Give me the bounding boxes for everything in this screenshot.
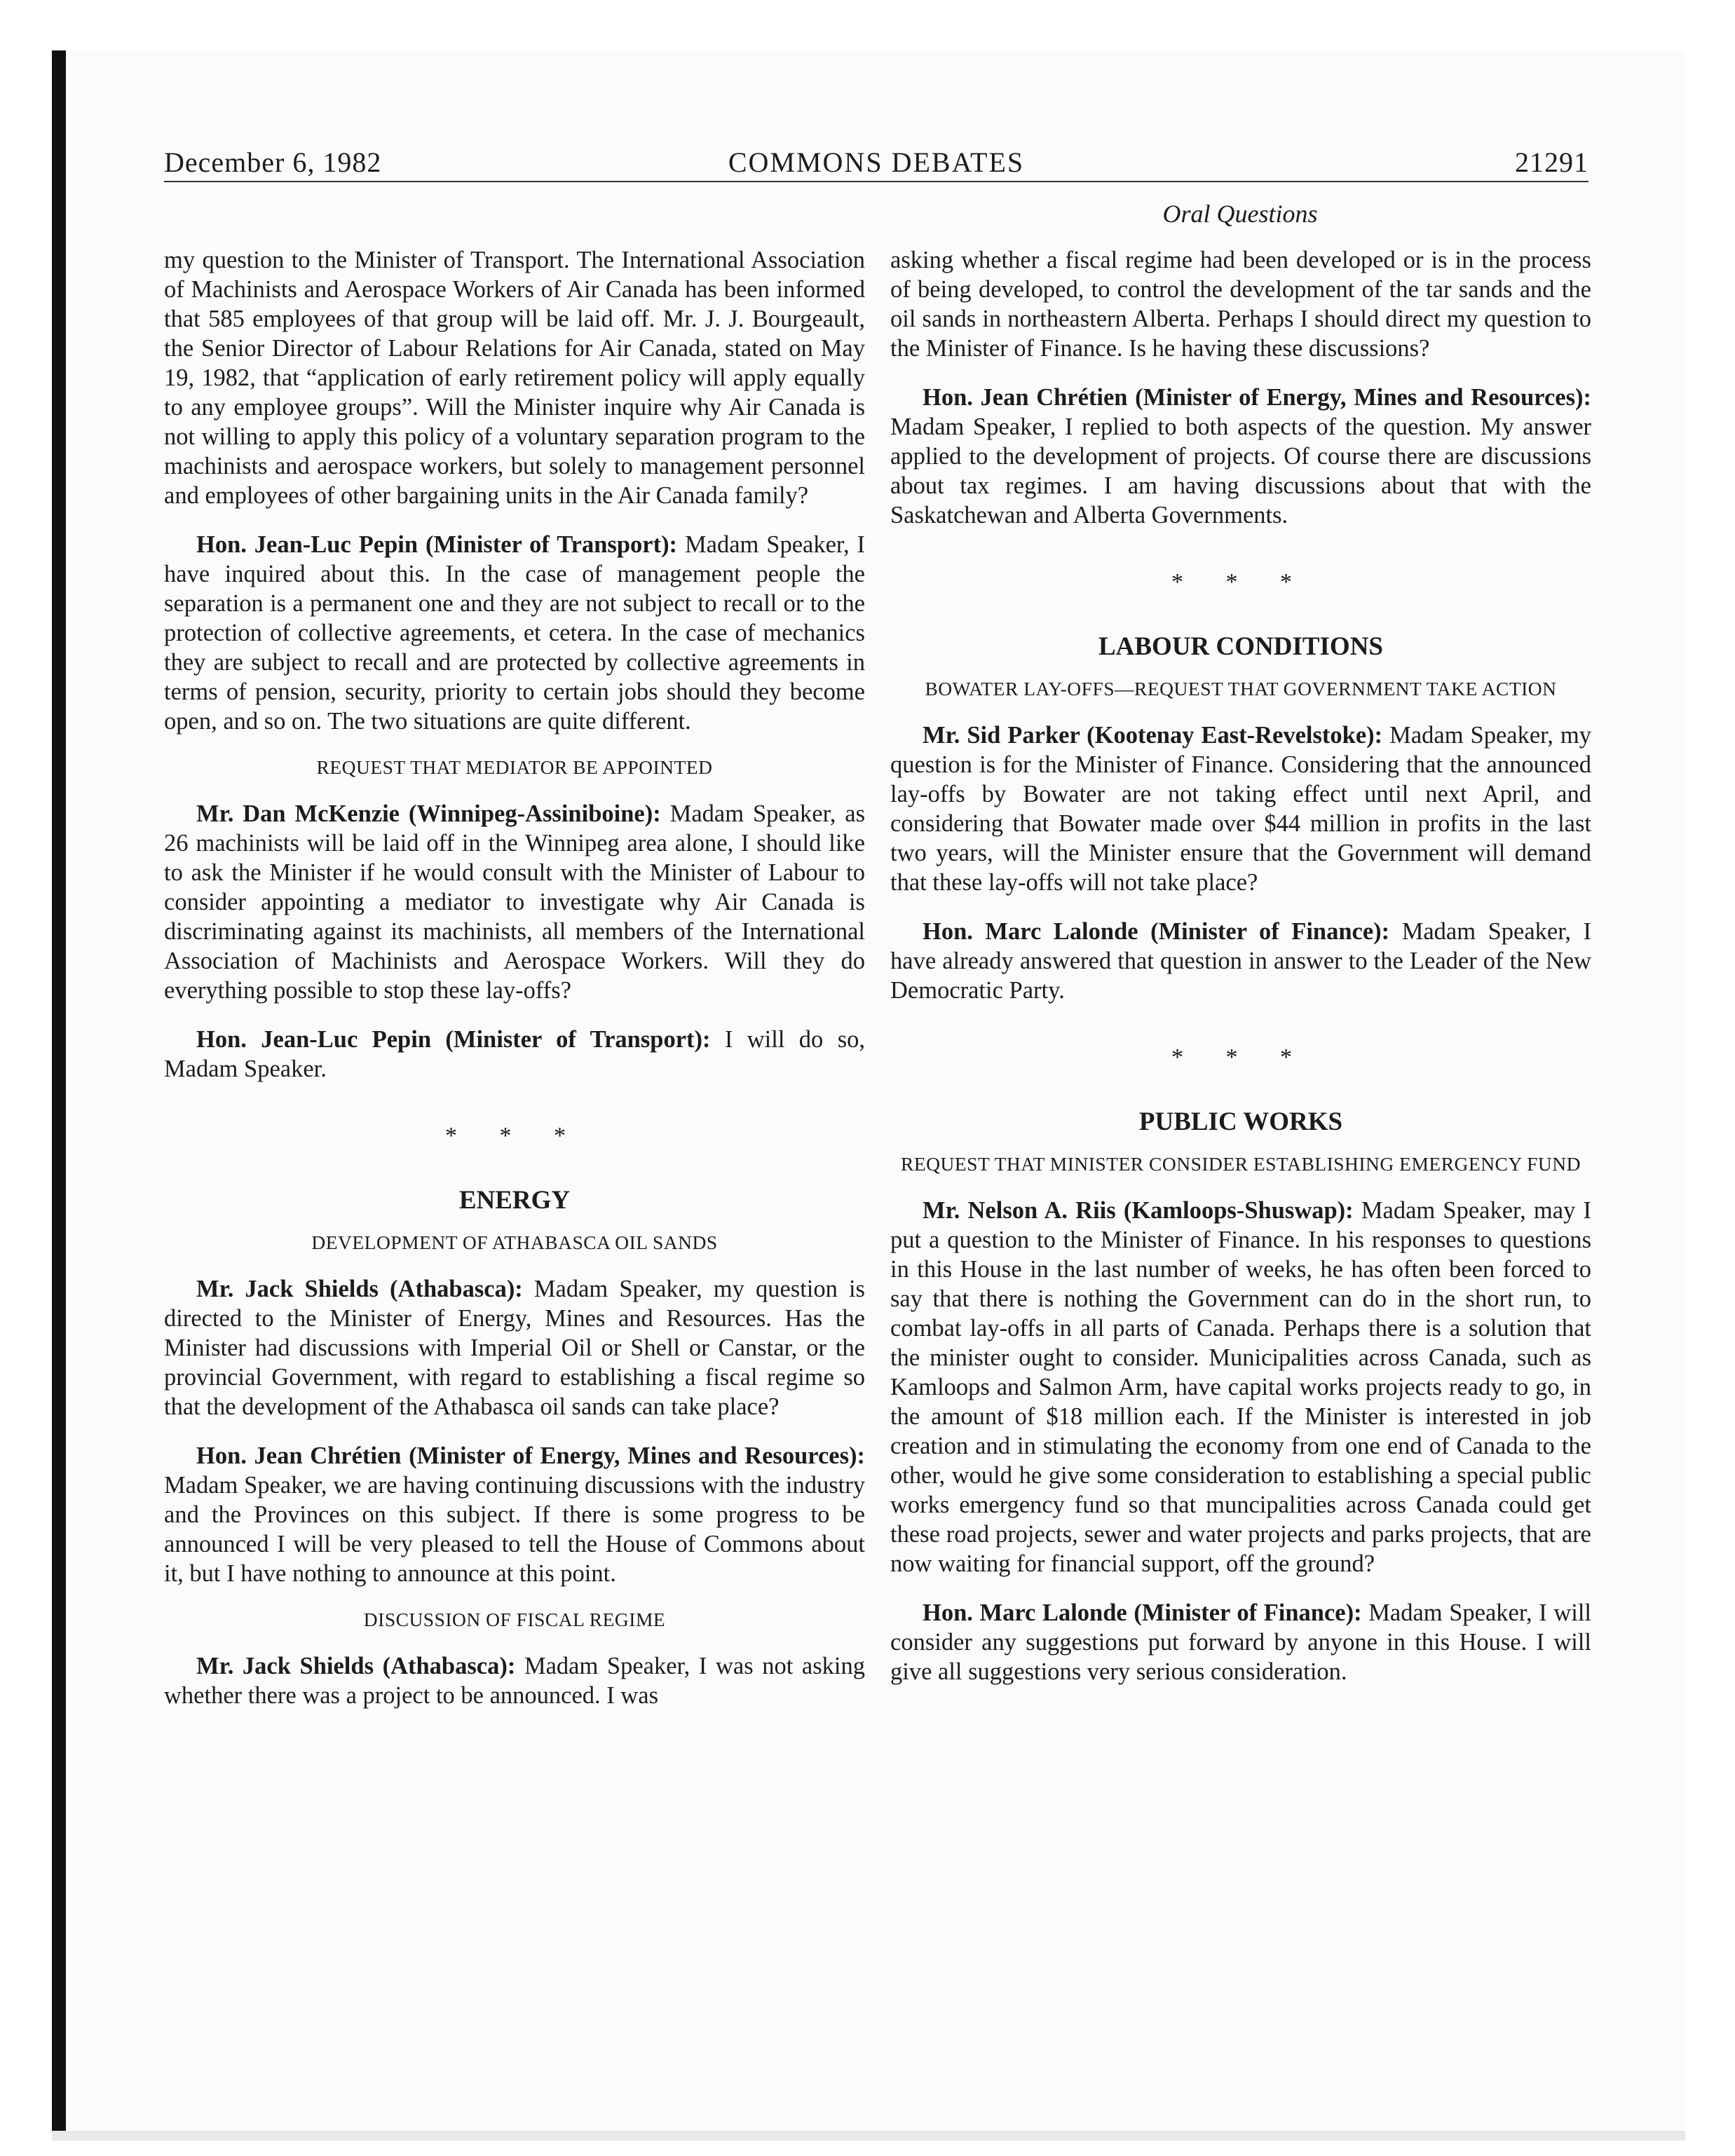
subheading: REQUEST THAT MINISTER CONSIDER ESTABLISHING EMERGENCY FUND: [901, 1153, 1581, 1175]
speech-text: Madam Speaker, my question is for the Minister of Finance. Considering that the announced lay-offs by Bowater are not taking effect until next April, and considering that Bowater made over $44 million in profits in the last two years, will the Minister ensure that the Government will demand that these lay-offs will not take place?: [890, 722, 1591, 896]
speaker-name: Hon. Marc Lalonde (Minister of Finance):: [923, 918, 1390, 945]
speech-text: I will do so, Madam Speaker.: [164, 1026, 866, 1082]
right-column: [890, 245, 1591, 1706]
paragraph: [890, 1598, 1591, 1686]
subheading: BOWATER LAY-OFFS—REQUEST THAT GOVERNMENT TAKE ACTION: [925, 678, 1557, 700]
speaker-name: Hon. Jean Chrétien (Minister of Energy, Mines and Resources):: [923, 384, 1591, 411]
paragraph: my question to the Minister of Transport. The International Association of Machinists and Aerospace Workers of Air Canada has been informed that 585 employees of that group will be laid off. Mr. J. J. Bourgeault, the Senior Director of Labour Relations for Air Canada, stated on May 19, 1982, that “application of early retirement policy will apply equally to any employee groups”. Will the Minister inquire why Air Canada is not willing to apply this policy of a voluntary separation program to the machinists and aerospace workers, but solely to management personnel and employees of other bargaining units in the Air Canada family?: [164, 247, 865, 509]
section-separator: * * *: [1171, 1044, 1310, 1070]
speaker-name: Mr. Sid Parker (Kootenay East-Revelstoke):: [923, 722, 1383, 749]
paragraph: [164, 1651, 865, 1710]
speaker-name: Hon. Jean Chrétien (Minister of Energy, Mines and Resources):: [196, 1442, 865, 1469]
paragraph: [164, 1274, 865, 1421]
header-date: December 6, 1982: [164, 146, 382, 178]
speech-text: Madam Speaker, as 26 machinists will be laid off in the Winnipeg area alone, I should like to ask the Minister if he would consult with the Minister of Labour to consider appointing a mediator to investigate why Air Canada is discriminating against its machinists, all members of the International Association of Machinists and Aerospace Workers. Will they do everything possible to stop these lay-offs?: [164, 800, 865, 1004]
speaker-name: Mr. Nelson A. Riis (Kamloops-Shuswap):: [923, 1197, 1354, 1224]
speaker-name: Mr. Jack Shields (Athabasca):: [196, 1276, 523, 1302]
section-heading: PUBLIC WORKS: [1138, 1107, 1343, 1136]
subheading: DEVELOPMENT OF ATHABASCA OIL SANDS: [311, 1231, 718, 1253]
paragraph: [164, 1025, 865, 1084]
paragraph: [164, 799, 865, 1005]
speaker-name: Hon. Jean-Luc Pepin (Minister of Transport):: [196, 1026, 711, 1053]
speech-text: Madam Speaker, my question is directed to the Minister of Energy, Mines and Resources. Has the Minister had discussions with Imperial Oil or Shell or Canstar, or the provincial Government, with regard to establishing a fiscal regime so that the development of the Athabasca oil sands can take place?: [164, 1276, 865, 1420]
paragraph: [890, 721, 1591, 897]
speech-text: Madam Speaker, I was not asking whether there was a project to be announced. I was: [164, 1653, 865, 1709]
speaker-name: Mr. Dan McKenzie (Winnipeg-Assiniboine):: [196, 800, 661, 827]
paragraph: [890, 383, 1591, 530]
paragraph: [890, 917, 1591, 1005]
speech-text: Madam Speaker, I have already answered that question in answer to the Leader of the New Democratic Party.: [890, 918, 1592, 1004]
header-rule: [164, 181, 1588, 182]
speech-text: Madam Speaker, we are having continuing discussions with the industry and the Provinces on this subject. If there is some progress to be announced I will be very pleased to tell the House of Commons about it, but I have nothing to announce at this point.: [164, 1472, 865, 1587]
speech-text: Madam Speaker, I will consider any suggestions put forward by anyone in this House. I will give all suggestions very serious consideration.: [890, 1599, 1592, 1685]
header-page-number: 21291: [1515, 146, 1588, 178]
section-separator: * * *: [1171, 569, 1310, 595]
left-column: [164, 245, 865, 1730]
subheading: REQUEST THAT MEDIATOR BE APPOINTED: [316, 756, 713, 778]
paragraph: [164, 530, 865, 736]
speaker-name: Mr. Jack Shields (Athabasca):: [196, 1653, 516, 1679]
speech-text: Madam Speaker, may I put a question to the Minister of Finance. In his responses to questions in this House in the last number of weeks, he has often been forced to say that there is nothing the Government can do in the short run, to combat lay-offs in all parts of Canada. Perhaps there is a solution that the minister ought to consider. Municipalities across Canada, such as Kamloops and Salmon Arm, have capital works projects ready to go, in the amount of $18 million each. If the Minister is interested in job creation and in stimulating the economy from one end of Canada to the other, would he give some consideration to establishing a special public works emergency fund so that muncipalities across Canada could get these road projects, sewer and water projects and parks projects, that are now waiting for financial support, off the ground?: [890, 1197, 1591, 1577]
section-label: Oral Questions: [1162, 200, 1318, 228]
speaker-name: Hon. Marc Lalonde (Minister of Finance):: [923, 1599, 1362, 1626]
speech-text: Madam Speaker, I have inquired about this. In the case of management people the separation is a permanent one and they are not subject to recall or to the protection of collective agreements, et cetera. In the case of mechanics they are subject to recall and are protected by collective agreements in terms of pension, security, priority to certain jobs should they become open, and so on. The two situations are quite different.: [164, 531, 866, 735]
header-publication: COMMONS DEBATES: [728, 146, 1025, 178]
scan-bottom-edge: [52, 2131, 1685, 2141]
speaker-name: Hon. Jean-Luc Pepin (Minister of Transport):: [196, 531, 678, 558]
subheading: DISCUSSION OF FISCAL REGIME: [363, 1609, 666, 1630]
section-heading: ENERGY: [458, 1186, 571, 1215]
scan-edge-shadow: [52, 50, 66, 2138]
running-header: [164, 146, 1588, 184]
speech-text: Madam Speaker, I replied to both aspects of the question. My answer applied to the development of projects. Of course there are discussions about tax regimes. I am having discussions about that with the Saskatchewan and Alberta Governments.: [890, 414, 1591, 528]
paragraph: [164, 1441, 865, 1588]
paragraph: asking whether a fiscal regime had been developed or is in the process of being developed, to control the development of the tar sands and the oil sands in northeastern Alberta. Perhaps I should direct my question to the Minister of Finance. Is he having these discussions?: [890, 247, 1591, 362]
section-separator: * * *: [445, 1123, 584, 1149]
paragraph: [890, 1196, 1591, 1578]
section-heading: LABOUR CONDITIONS: [1098, 632, 1384, 661]
